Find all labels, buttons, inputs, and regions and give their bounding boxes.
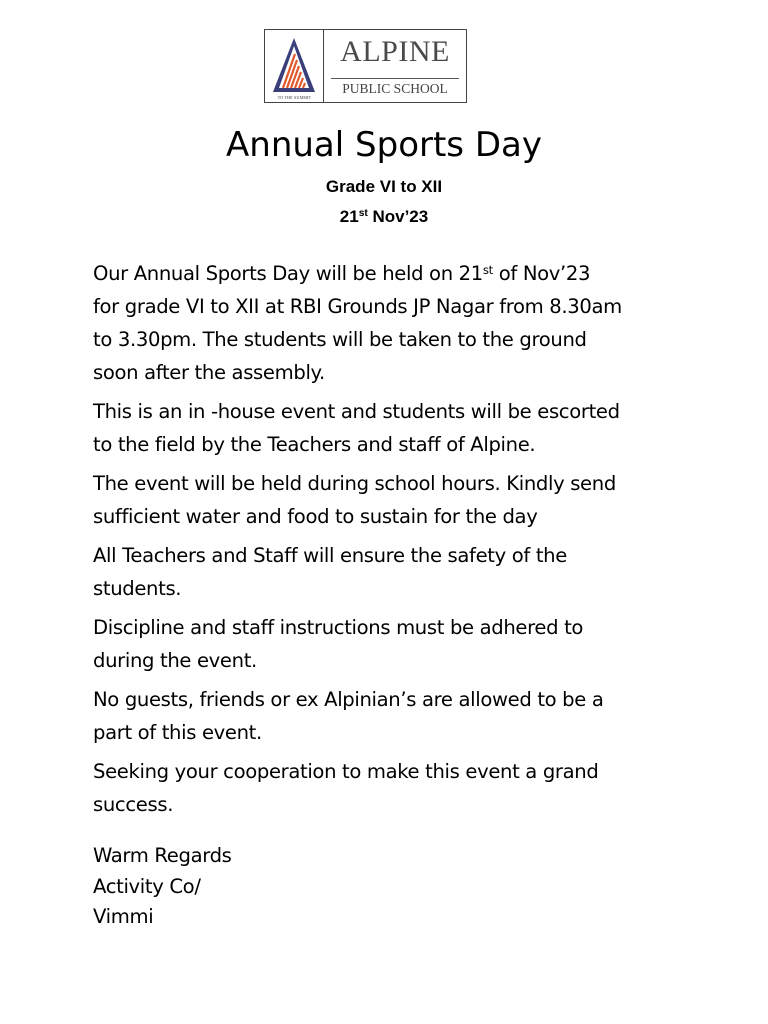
paragraph-line: students. bbox=[93, 577, 182, 600]
school-logo bbox=[264, 29, 467, 103]
school-subtitle: PUBLIC SCHOOL bbox=[331, 78, 459, 100]
school-name: ALPINE bbox=[340, 35, 450, 68]
date-suffix: st bbox=[358, 208, 368, 220]
paragraph-school-hours bbox=[93, 467, 693, 533]
logo-tagline: TO THE SUMMIT bbox=[277, 95, 312, 100]
event-date bbox=[0, 206, 768, 228]
paragraph-line: All Teachers and Staff will ensure the safety of the bbox=[93, 544, 567, 567]
signatory-role: Activity Co/ bbox=[93, 874, 201, 898]
paragraph-line: success. bbox=[93, 793, 174, 816]
paragraph-line: to the field by the Teachers and staff of Alpine. bbox=[93, 433, 536, 456]
paragraph-line: Seeking your cooperation to make this event a grand bbox=[93, 760, 599, 783]
ordinal-suffix: st bbox=[482, 262, 493, 277]
paragraph-line: part of this event. bbox=[93, 721, 262, 744]
closing-regards: Warm Regards bbox=[93, 844, 232, 867]
page-title: Annual Sports Day bbox=[226, 125, 542, 165]
date-rest: Nov’23 bbox=[367, 207, 429, 226]
text-segment: of Nov’23 bbox=[492, 262, 591, 285]
paragraph-line: soon after the assembly. bbox=[93, 361, 325, 384]
paragraph-discipline bbox=[93, 611, 693, 677]
paragraph-in-house bbox=[93, 395, 693, 461]
paragraph-event-details bbox=[93, 257, 693, 389]
paragraph-no-guests bbox=[93, 683, 693, 749]
logo-text bbox=[324, 30, 466, 102]
paragraph-line: sufficient water and food to sustain for the day bbox=[93, 505, 538, 528]
paragraph-line: during the event. bbox=[93, 649, 257, 672]
text-segment: Our Annual Sports Day will be held on 21 bbox=[93, 262, 483, 285]
paragraph-cooperation bbox=[93, 755, 693, 821]
signatory-name: Vimmi bbox=[93, 905, 154, 928]
paragraph-line bbox=[93, 257, 693, 290]
paragraph-line: This is an in -house event and students will be escorted bbox=[93, 400, 620, 423]
paragraph-line: Discipline and staff instructions must be adhered to bbox=[93, 616, 584, 639]
notice-body bbox=[93, 257, 693, 827]
mountain-logo-icon bbox=[265, 30, 324, 102]
paragraph-line: to 3.30pm. The students will be taken to the ground bbox=[93, 328, 587, 351]
paragraph-line: No guests, friends or ex Alpinian’s are allowed to be a bbox=[93, 688, 604, 711]
paragraph-line: The event will be held during school hours. Kindly send bbox=[93, 472, 616, 495]
signature-block bbox=[93, 841, 232, 933]
paragraph-line: for grade VI to XII at RBI Grounds JP Nagar from 8.30am bbox=[93, 295, 622, 318]
date-day: 21 bbox=[339, 207, 359, 226]
paragraph-safety bbox=[93, 539, 693, 605]
mountain-emblem bbox=[271, 36, 317, 94]
grade-range: Grade VI to XII bbox=[325, 177, 443, 196]
